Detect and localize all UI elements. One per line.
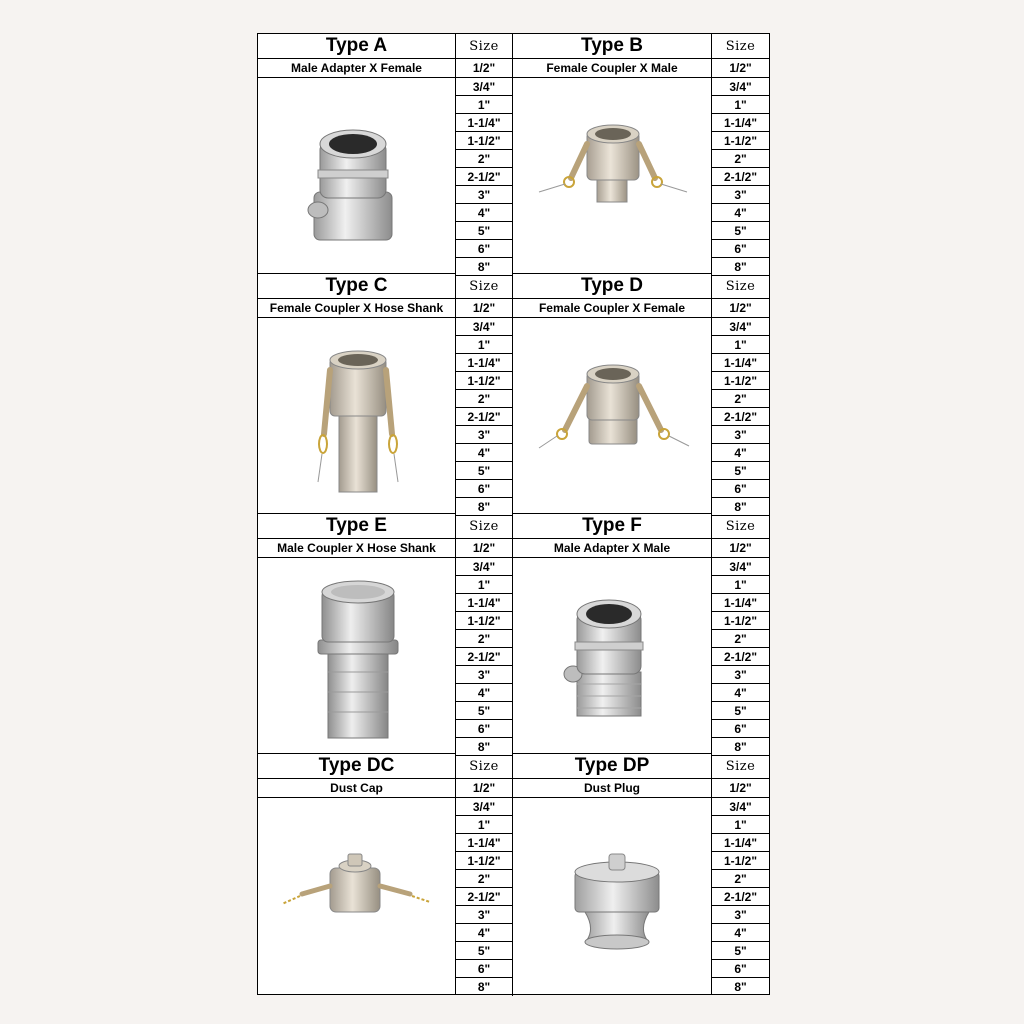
fitting-image [513,78,712,274]
size-cell: 1" [712,336,769,354]
fitting-image [513,798,712,994]
size-cell: 8" [712,258,769,276]
size-cell: 3/4" [712,558,769,576]
size-header: Size [456,754,513,779]
size-cell: 2-1/2" [456,648,513,666]
size-cell: 1-1/4" [456,834,513,852]
size-cell: 1/2" [712,299,769,318]
size-cell: 3" [456,906,513,924]
size-cell: 2" [712,630,769,648]
size-cell: 4" [712,444,769,462]
type-description: Dust Cap [258,779,456,798]
female-coupler-male-icon [517,82,707,270]
size-cell: 2-1/2" [712,888,769,906]
type-title: Type F [513,514,712,539]
size-cell: 8" [712,738,769,756]
size-cell: 1-1/2" [712,612,769,630]
size-cell: 1-1/2" [712,852,769,870]
size-cell: 1" [712,816,769,834]
size-cell: 8" [456,738,513,756]
size-cell: 5" [712,222,769,240]
size-cell: 1" [712,576,769,594]
type-description: Female Coupler X Female [513,299,712,318]
type-title: Type A [258,34,456,59]
size-header: Size [712,514,769,539]
size-cell: 1-1/4" [712,114,769,132]
size-cell: 3" [712,426,769,444]
size-cell: 6" [712,480,769,498]
size-header: Size [456,514,513,539]
size-cell: 5" [712,942,769,960]
size-cell: 3" [456,666,513,684]
size-cell: 2" [712,870,769,888]
size-cell: 3/4" [456,558,513,576]
size-cell: 3" [712,906,769,924]
size-cell: 2-1/2" [456,168,513,186]
size-cell: 4" [456,924,513,942]
size-cell: 2-1/2" [456,408,513,426]
size-cell: 1-1/2" [456,612,513,630]
size-cell: 1-1/4" [456,114,513,132]
male-adapter-male-icon [517,562,707,750]
type-description: Male Adapter X Female [258,59,456,78]
size-cell: 2-1/2" [712,168,769,186]
size-cell: 5" [456,702,513,720]
fitting-block [258,274,769,514]
size-cell: 3" [712,186,769,204]
size-cell: 4" [456,444,513,462]
size-cell: 6" [712,720,769,738]
fitting-block [258,34,769,274]
size-header: Size [456,274,513,299]
type-title: Type C [258,274,456,299]
size-cell: 2" [456,870,513,888]
size-cell: 1-1/2" [712,372,769,390]
size-cell: 1/2" [456,779,513,798]
size-header: Size [712,34,769,59]
size-cell: 1/2" [456,299,513,318]
female-coupler-female-icon [517,322,707,510]
size-cell: 2-1/2" [712,408,769,426]
size-cell: 1-1/4" [712,834,769,852]
size-cell: 1-1/2" [456,852,513,870]
fitting-block [258,754,769,994]
size-cell: 3/4" [712,798,769,816]
fitting-block [258,514,769,754]
size-cell: 2" [456,150,513,168]
size-cell: 1-1/2" [456,132,513,150]
size-cell: 2-1/2" [712,648,769,666]
type-title: Type B [513,34,712,59]
size-cell: 6" [456,960,513,978]
size-cell: 6" [456,480,513,498]
size-header: Size [456,34,513,59]
size-cell: 1-1/2" [712,132,769,150]
size-cell: 6" [712,960,769,978]
size-cell: 1" [456,816,513,834]
fitting-size-table [257,33,770,995]
size-cell: 8" [456,978,513,996]
type-description: Female Coupler X Male [513,59,712,78]
size-cell: 3/4" [456,78,513,96]
size-cell: 3/4" [456,318,513,336]
size-cell: 1/2" [712,59,769,78]
size-cell: 5" [456,222,513,240]
size-cell: 4" [456,204,513,222]
size-cell: 2" [456,630,513,648]
type-title: Type DP [513,754,712,779]
type-description: Dust Plug [513,779,712,798]
size-cell: 1-1/4" [712,354,769,372]
size-cell: 4" [712,684,769,702]
size-cell: 2" [456,390,513,408]
size-cell: 8" [712,498,769,516]
size-cell: 5" [456,462,513,480]
size-cell: 3/4" [712,318,769,336]
size-header: Size [712,274,769,299]
size-cell: 4" [712,204,769,222]
size-cell: 1" [456,336,513,354]
size-cell: 6" [456,720,513,738]
size-cell: 1" [456,576,513,594]
type-description: Male Adapter X Male [513,539,712,558]
size-cell: 3" [456,186,513,204]
size-cell: 1-1/4" [712,594,769,612]
size-cell: 1/2" [456,59,513,78]
size-cell: 1" [712,96,769,114]
size-cell: 1-1/4" [456,594,513,612]
size-cell: 1/2" [712,779,769,798]
size-cell: 5" [712,702,769,720]
size-cell: 8" [456,498,513,516]
fitting-image [513,318,712,514]
size-cell: 1-1/4" [456,354,513,372]
size-cell: 3" [712,666,769,684]
type-title: Type D [513,274,712,299]
fitting-image [513,558,712,754]
size-cell: 2" [712,150,769,168]
size-cell: 1" [456,96,513,114]
size-cell: 3/4" [456,798,513,816]
size-cell: 3" [456,426,513,444]
size-cell: 1-1/2" [456,372,513,390]
type-title: Type E [258,514,456,539]
size-cell: 3/4" [712,78,769,96]
type-title: Type DC [258,754,456,779]
size-cell: 6" [456,240,513,258]
size-cell: 8" [456,258,513,276]
size-cell: 1/2" [456,539,513,558]
size-cell: 4" [456,684,513,702]
size-header: Size [712,754,769,779]
type-description: Male Coupler X Hose Shank [258,539,456,558]
type-description: Female Coupler X Hose Shank [258,299,456,318]
size-cell: 6" [712,240,769,258]
size-cell: 1/2" [712,539,769,558]
dust-plug-icon [517,802,707,990]
size-cell: 8" [734,980,747,994]
size-cell: 5" [712,462,769,480]
size-cell: 2-1/2" [456,888,513,906]
size-cell: 5" [456,942,513,960]
size-cell: 2" [712,390,769,408]
size-cell: 4" [712,924,769,942]
